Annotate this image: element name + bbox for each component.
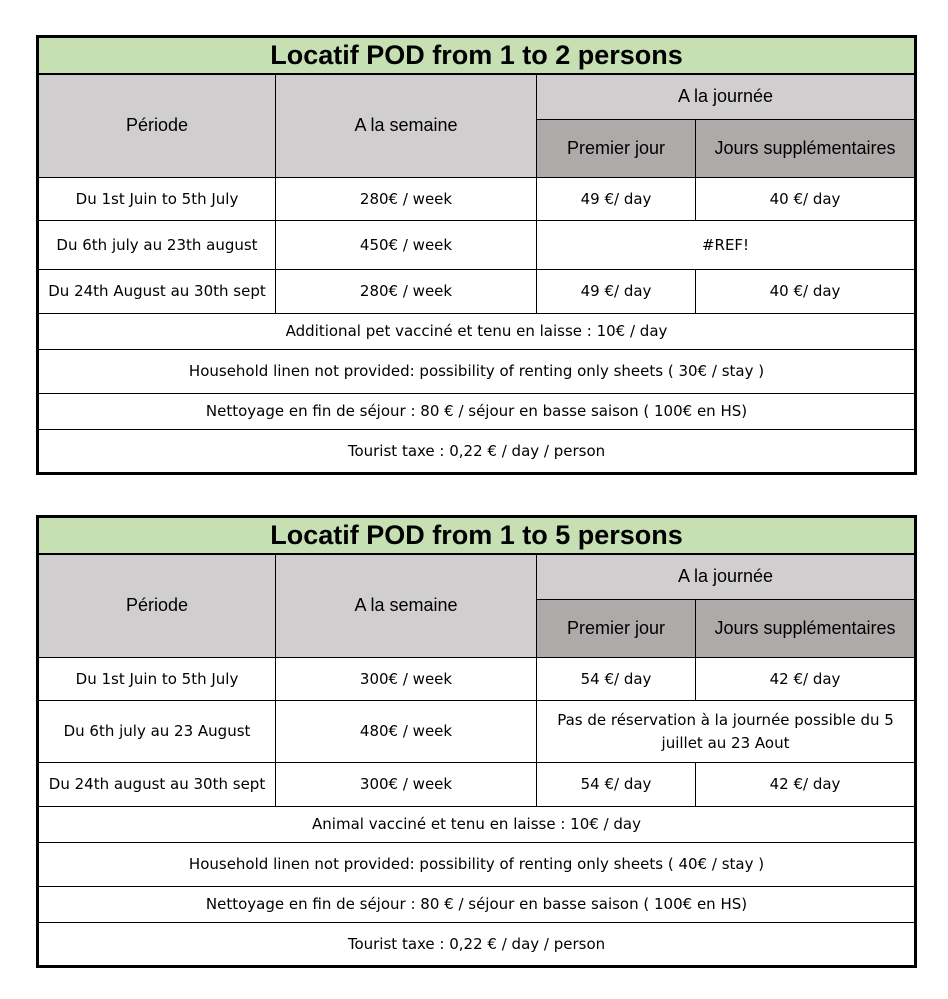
- table-title: Locatif POD from 1 to 2 persons: [38, 37, 916, 74]
- table-row: [38, 270, 916, 314]
- header-periode: Période: [38, 74, 276, 178]
- note-row: Household linen not provided: possibility of renting only sheets ( 30€ / stay ): [38, 350, 916, 394]
- week-price-cell: 480€ / week: [276, 701, 537, 763]
- table-row: [38, 221, 916, 270]
- pricing-table-2-persons: [36, 35, 917, 475]
- extra-day-price-cell: 42 €/ day: [696, 658, 916, 701]
- period-cell: Du 24th august au 30th sept: [38, 763, 276, 807]
- header-jours-supplementaires: Jours supplémentaires: [696, 600, 916, 658]
- table-row: [38, 763, 916, 807]
- table-row: [38, 178, 916, 221]
- daily-merged-cell: #REF!: [537, 221, 916, 270]
- first-day-price-cell: 54 €/ day: [537, 658, 696, 701]
- header-journee: A la journée: [537, 554, 916, 600]
- period-cell: Du 1st Juin to 5th July: [38, 658, 276, 701]
- period-cell: Du 24th August au 30th sept: [38, 270, 276, 314]
- period-cell: Du 1st Juin to 5th July: [38, 178, 276, 221]
- table-title: Locatif POD from 1 to 5 persons: [38, 517, 916, 554]
- header-premier-jour: Premier jour: [537, 120, 696, 178]
- extra-day-price-cell: 40 €/ day: [696, 270, 916, 314]
- daily-merged-cell: Pas de réservation à la journée possible du 5 juillet au 23 Aout: [537, 701, 916, 763]
- note-row: Tourist taxe : 0,22 € / day / person: [38, 923, 916, 967]
- note-row: Animal vacciné et tenu en laisse : 10€ / day: [38, 807, 916, 843]
- header-premier-jour: Premier jour: [537, 600, 696, 658]
- week-price-cell: 280€ / week: [276, 270, 537, 314]
- week-price-cell: 300€ / week: [276, 763, 537, 807]
- period-cell: Du 6th july au 23th august: [38, 221, 276, 270]
- first-day-price-cell: 49 €/ day: [537, 270, 696, 314]
- note-row: Tourist taxe : 0,22 € / day / person: [38, 430, 916, 474]
- header-semaine: A la semaine: [276, 554, 537, 658]
- extra-day-price-cell: 40 €/ day: [696, 178, 916, 221]
- table-row: [38, 701, 916, 763]
- note-row: Household linen not provided: possibility of renting only sheets ( 40€ / stay ): [38, 843, 916, 887]
- header-periode: Période: [38, 554, 276, 658]
- extra-day-price-cell: 42 €/ day: [696, 763, 916, 807]
- pricing-table-5-persons: [36, 515, 917, 968]
- first-day-price-cell: 54 €/ day: [537, 763, 696, 807]
- period-cell: Du 6th july au 23 August: [38, 701, 276, 763]
- week-price-cell: 280€ / week: [276, 178, 537, 221]
- header-journee: A la journée: [537, 74, 916, 120]
- note-row: Additional pet vacciné et tenu en laisse : 10€ / day: [38, 314, 916, 350]
- week-price-cell: 450€ / week: [276, 221, 537, 270]
- first-day-price-cell: 49 €/ day: [537, 178, 696, 221]
- note-row: Nettoyage en fin de séjour : 80 € / séjour en basse saison ( 100€ en HS): [38, 887, 916, 923]
- header-semaine: A la semaine: [276, 74, 537, 178]
- week-price-cell: 300€ / week: [276, 658, 537, 701]
- note-row: Nettoyage en fin de séjour : 80 € / séjour en basse saison ( 100€ en HS): [38, 394, 916, 430]
- header-jours-supplementaires: Jours supplémentaires: [696, 120, 916, 178]
- table-row: [38, 658, 916, 701]
